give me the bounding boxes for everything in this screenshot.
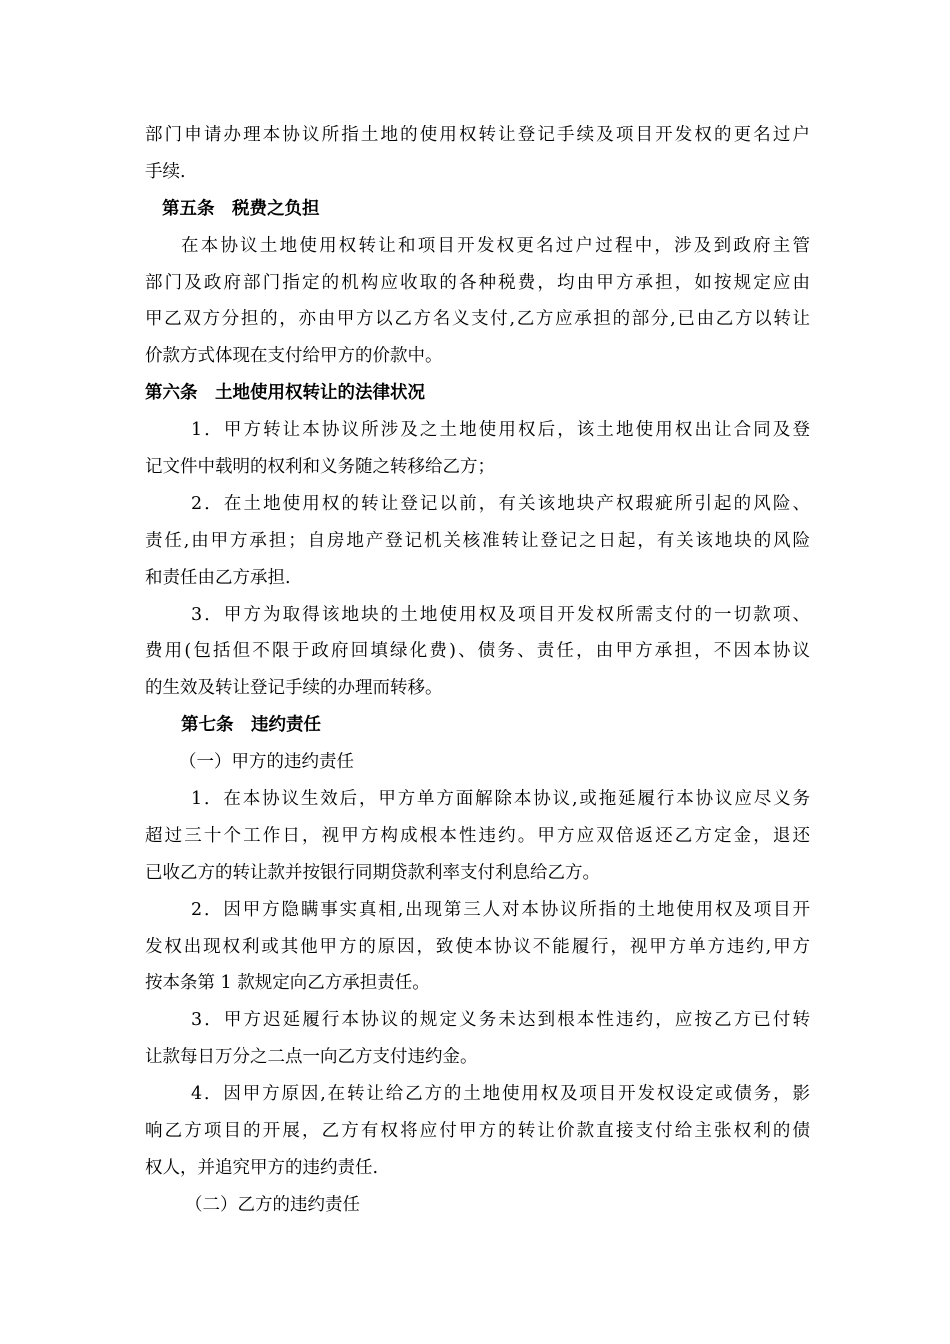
clause-line: 记文件中载明的权利和义务随之转移给乙方； <box>145 457 495 478</box>
paragraph-line: 部门申请办理本协议所指土地的使用权转让登记手续及项目开发权的更名过户 <box>145 125 810 145</box>
clause-line: 4．因甲方原因,在转让给乙方的土地使用权及项目开发权设定或债务，影 <box>191 1084 810 1105</box>
clause-line: 3．甲方迟延履行本协议的规定义务未达到根本性违约，应按乙方已付转 <box>191 1010 810 1031</box>
article-5-heading: 第五条 税费之负担 <box>162 198 320 219</box>
document-page <box>145 117 810 1224</box>
subsection-heading: （二）乙方的违约责任 <box>185 1194 360 1215</box>
subsection-heading: （一）甲方的违约责任 <box>179 752 354 773</box>
clause-line: 和责任由乙方承担. <box>145 567 291 588</box>
clause-line: 1．甲方转让本协议所涉及之土地使用权后，该土地使用权出让合同及登 <box>191 420 810 441</box>
clause-line: 1．在本协议生效后，甲方单方面解除本协议,或拖延履行本协议应尽义务 <box>191 789 810 810</box>
paragraph-line: 在本协议土地使用权转让和项目开发权更名过户过程中，涉及到政府主管 <box>181 235 810 256</box>
clause-line: 发权出现权利或其他甲方的原因，致使本协议不能履行，视甲方单方违约,甲方 <box>145 936 810 957</box>
paragraph-line: 手续. <box>145 161 186 182</box>
paragraph-line: 价款方式体现在支付给甲方的价款中。 <box>145 346 443 367</box>
clause-line: 已收乙方的转让款并按银行同期贷款利率支付利息给乙方。 <box>145 862 600 883</box>
clause-line: 2．因甲方隐瞒事实真相,出现第三人对本协议所指的土地使用权及项目开 <box>191 899 810 920</box>
clause-line: 按本条第 1 款规定向乙方承担责任。 <box>145 973 430 994</box>
clause-line: 超过三十个工作日，视甲方构成根本性违约。甲方应双倍返还乙方定金，退还 <box>145 825 810 846</box>
paragraph-line: 部门及政府部门指定的机构应收取的各种税费，均由甲方承担，如按规定应由 <box>145 272 810 293</box>
clause-line: 费用(包括但不限于政府回填绿化费)、债务、责任，由甲方承担，不因本协议 <box>145 641 810 662</box>
clause-line: 权人，并追究甲方的违约责任. <box>145 1157 379 1178</box>
clause-line: 2．在土地使用权的转让登记以前，有关该地块产权瑕疵所引起的风险、 <box>191 493 810 514</box>
article-6-heading: 第六条 土地使用权转让的法律状况 <box>145 383 425 404</box>
article-7-heading: 第七条 违约责任 <box>181 715 321 736</box>
clause-line: 3．甲方为取得该地块的土地使用权及项目开发权所需支付的一切款项、 <box>191 604 810 625</box>
clause-line: 的生效及转让登记手续的办理而转移。 <box>145 678 443 699</box>
clause-line: 责任,由甲方承担；自房地产登记机关核准转让登记之日起，有关该地块的风险 <box>145 530 810 551</box>
clause-line: 响乙方项目的开展，乙方有权将应付甲方的转让价款直接支付给主张权利的债 <box>145 1121 810 1142</box>
paragraph-line: 甲乙双方分担的，亦由甲方以乙方名义支付,乙方应承担的部分,已由乙方以转让 <box>145 309 810 330</box>
clause-line: 让款每日万分之二点一向乙方支付违约金。 <box>145 1047 478 1068</box>
